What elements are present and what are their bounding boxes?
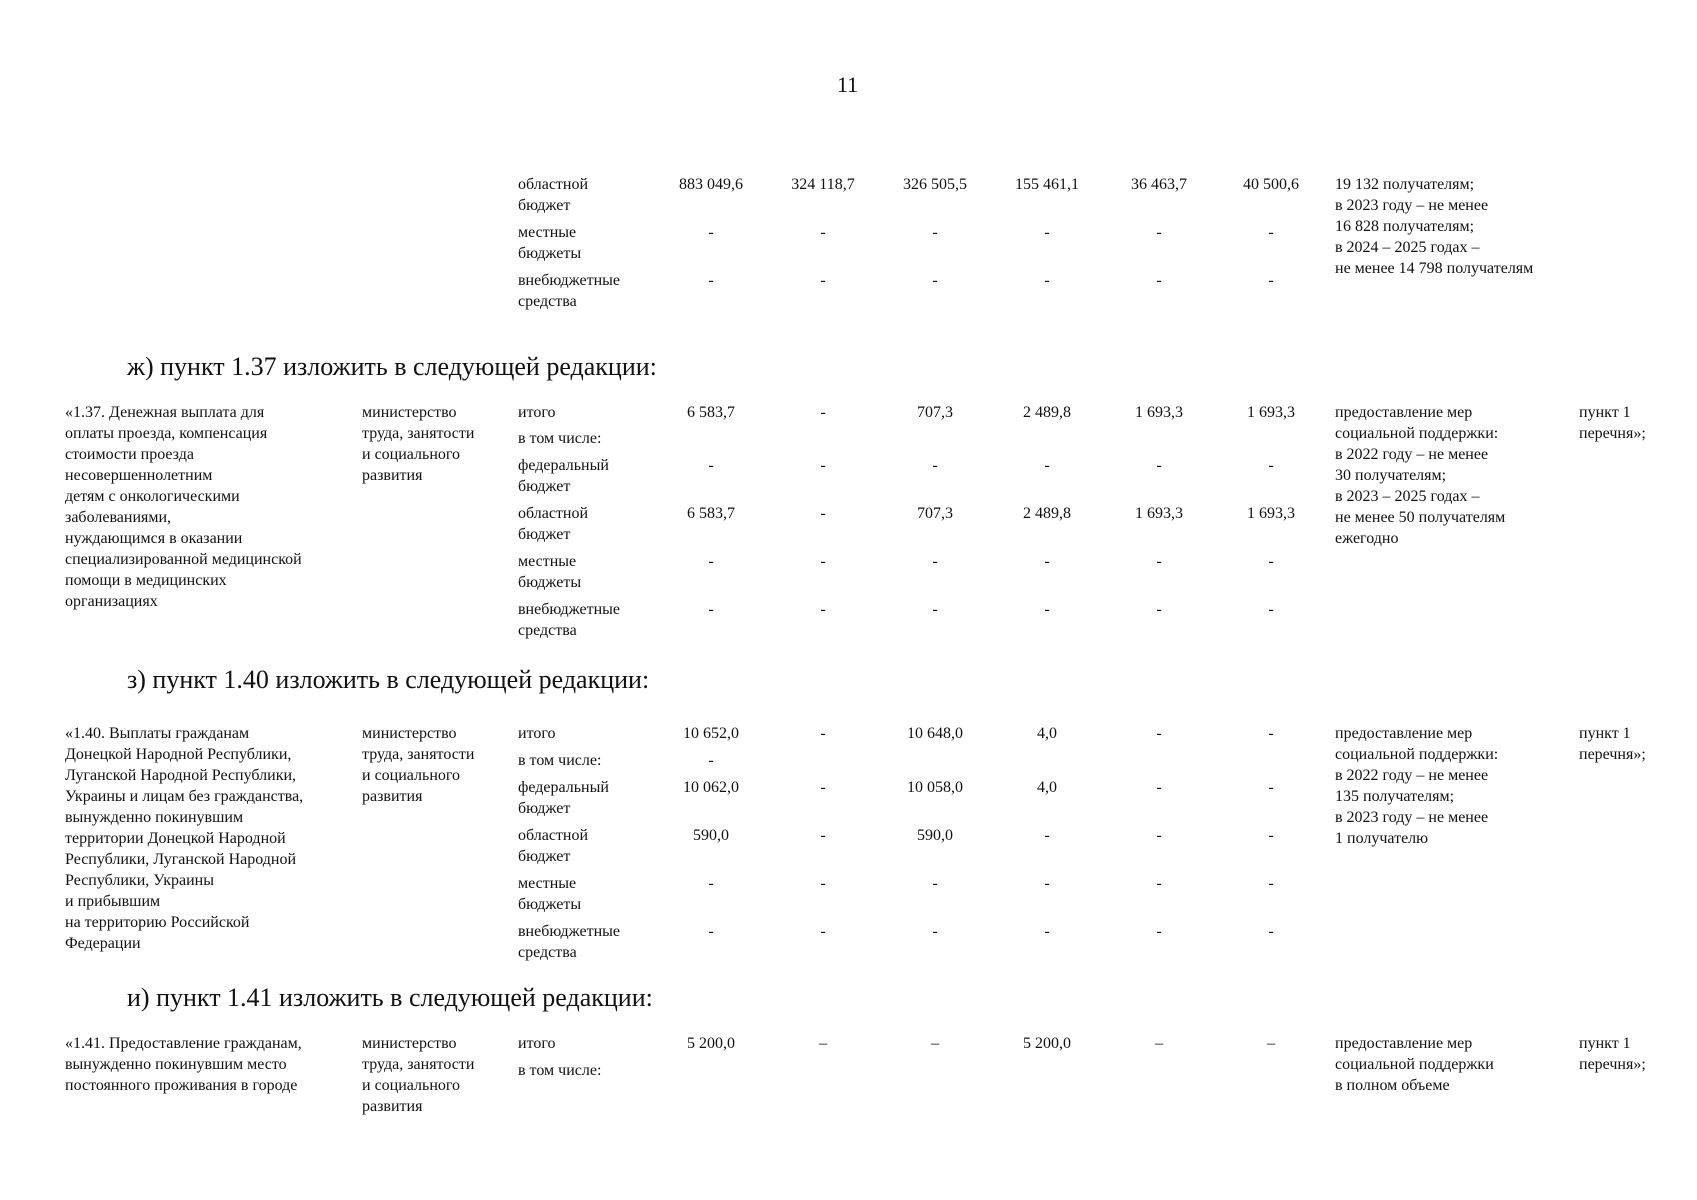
amount-cell: - <box>820 224 826 241</box>
amount-cell: - <box>820 779 826 796</box>
page-number: 11 <box>837 72 859 97</box>
amount-cell: - <box>1044 272 1050 289</box>
funding-source-label: внебюджетные средства <box>518 601 620 639</box>
amount-cell: 2 489,8 <box>1023 404 1071 421</box>
funding-source-label: федеральный бюджет <box>518 457 609 495</box>
amount-cell: - <box>1156 875 1162 892</box>
amount-cell: - <box>820 272 826 289</box>
amount-cell: - <box>1156 779 1162 796</box>
amount-cell: - <box>1268 272 1274 289</box>
amount-cell: - <box>820 827 826 844</box>
amount-cell: - <box>820 601 826 618</box>
amount-cell: - <box>932 272 938 289</box>
amount-cell: – <box>931 1035 939 1052</box>
amount-cell: - <box>1156 725 1162 742</box>
funding-source-label: областной бюджет <box>518 176 589 214</box>
reference-cell: пункт 1 перечня»; <box>1579 404 1646 442</box>
funding-source-label: федеральный бюджет <box>518 779 609 817</box>
amount-cell: - <box>820 875 826 892</box>
reference-cell: пункт 1 перечня»; <box>1579 725 1646 763</box>
reference-cell: пункт 1 перечня»; <box>1579 1035 1646 1073</box>
result-indicator: предоставление мер социальной поддержки в полном объеме <box>1335 1035 1494 1094</box>
measure-description: «1.37. Денежная выплата для оплаты проезда, компенсация стоимости проезда несовершеннолетним детям с онкологическими заболеваниями, нуждающимся в оказании специализированной медицинской помощи в медицинских организациях <box>65 404 302 610</box>
funding-source-label: внебюджетные средства <box>518 272 620 310</box>
funding-source-label: в том числе: <box>518 430 602 447</box>
amount-cell: - <box>708 923 714 940</box>
amount-cell: – <box>819 1035 827 1052</box>
amount-cell: 6 583,7 <box>687 404 735 421</box>
amount-cell: - <box>820 553 826 570</box>
measure-description: «1.41. Предоставление гражданам, вынужденно покинувшим место постоянного проживания в городе <box>65 1035 302 1094</box>
amount-cell: - <box>1268 601 1274 618</box>
amount-cell: 707,3 <box>917 505 953 522</box>
amount-cell: - <box>708 752 714 769</box>
amount-cell: - <box>1044 601 1050 618</box>
amount-cell: 590,0 <box>917 827 953 844</box>
amount-cell: – <box>1267 1035 1275 1052</box>
amount-cell: - <box>1268 779 1274 796</box>
amount-cell: - <box>708 224 714 241</box>
amount-cell: - <box>708 875 714 892</box>
amount-cell: - <box>1044 827 1050 844</box>
amount-cell: – <box>1155 1035 1163 1052</box>
amount-cell: - <box>708 553 714 570</box>
amount-cell: 1 693,3 <box>1247 404 1295 421</box>
result-indicator: 19 132 получателям; в 2023 году – не менее 16 828 получателям; в 2024 – 2025 годах – не менее 14 798 получателям <box>1335 176 1534 277</box>
amount-cell: 590,0 <box>693 827 729 844</box>
amount-cell: - <box>1268 224 1274 241</box>
executor: министерство труда, занятости и социального развития <box>362 725 475 805</box>
amount-cell: 1 693,3 <box>1247 505 1295 522</box>
section-heading: з) пункт 1.40 изложить в следующей редакции: <box>127 665 650 694</box>
amount-cell: 10 648,0 <box>907 725 963 742</box>
amount-cell: 1 693,3 <box>1135 404 1183 421</box>
amount-cell: - <box>708 457 714 474</box>
amount-cell: - <box>820 505 826 522</box>
amount-cell: - <box>1156 827 1162 844</box>
amount-cell: - <box>1268 725 1274 742</box>
executor: министерство труда, занятости и социального развития <box>362 1035 475 1115</box>
funding-source-label: в том числе: <box>518 1062 602 1079</box>
amount-cell: - <box>708 601 714 618</box>
amount-cell: 326 505,5 <box>903 176 967 193</box>
amount-cell: - <box>932 224 938 241</box>
amount-cell: 4,0 <box>1037 779 1057 796</box>
amount-cell: 10 652,0 <box>683 725 739 742</box>
amount-cell: 5 200,0 <box>687 1035 735 1052</box>
funding-source-label: областной бюджет <box>518 505 589 543</box>
amount-cell: - <box>1268 553 1274 570</box>
amount-cell: - <box>1156 923 1162 940</box>
funding-source-label: итого <box>518 1035 556 1052</box>
amount-cell: - <box>1156 553 1162 570</box>
amount-cell: 707,3 <box>917 404 953 421</box>
amount-cell: - <box>708 272 714 289</box>
amount-cell: - <box>1044 923 1050 940</box>
amount-cell: - <box>820 923 826 940</box>
amount-cell: - <box>1044 553 1050 570</box>
amount-cell: 40 500,6 <box>1243 176 1299 193</box>
amount-cell: - <box>932 601 938 618</box>
funding-source-label: в том числе: <box>518 752 602 769</box>
funding-source-label: местные бюджеты <box>518 553 582 591</box>
amount-cell: 36 463,7 <box>1131 176 1187 193</box>
amount-cell: - <box>932 923 938 940</box>
amount-cell: 4,0 <box>1037 725 1057 742</box>
result-indicator: предоставление мер социальной поддержки: в 2022 году – не менее 30 получателям; в 2023 – 2025 годах – не менее 50 получателям ежегодно <box>1335 404 1506 547</box>
section-heading: ж) пункт 1.37 изложить в следующей редакции: <box>127 352 657 381</box>
amount-cell: - <box>932 553 938 570</box>
amount-cell: - <box>932 875 938 892</box>
funding-source-label: местные бюджеты <box>518 224 582 262</box>
amount-cell: 883 049,6 <box>679 176 743 193</box>
amount-cell: - <box>1044 875 1050 892</box>
amount-cell: 1 693,3 <box>1135 505 1183 522</box>
amount-cell: 6 583,7 <box>687 505 735 522</box>
amount-cell: - <box>1268 923 1274 940</box>
amount-cell: - <box>1268 827 1274 844</box>
amount-cell: - <box>1268 875 1274 892</box>
amount-cell: 5 200,0 <box>1023 1035 1071 1052</box>
amount-cell: 155 461,1 <box>1015 176 1079 193</box>
funding-source-label: местные бюджеты <box>518 875 582 913</box>
amount-cell: - <box>1044 224 1050 241</box>
amount-cell: - <box>1044 457 1050 474</box>
funding-source-label: внебюджетные средства <box>518 923 620 961</box>
amount-cell: - <box>1156 272 1162 289</box>
amount-cell: 324 118,7 <box>791 176 855 193</box>
amount-cell: - <box>820 725 826 742</box>
amount-cell: - <box>932 457 938 474</box>
funding-source-label: областной бюджет <box>518 827 589 865</box>
amount-cell: - <box>1156 457 1162 474</box>
amount-cell: - <box>820 457 826 474</box>
measure-description: «1.40. Выплаты гражданам Донецкой Народной Республики, Луганской Народной Республики, Украины и лицам без гражданства, вынужденно покинувшим территории Донецкой Народной Республики, Луганской Народной Республики, Украины и прибывшим на территорию Российской Федерации <box>65 725 304 952</box>
amount-cell: 10 062,0 <box>683 779 739 796</box>
amount-cell: - <box>1156 224 1162 241</box>
amount-cell: - <box>1268 457 1274 474</box>
amount-cell: 10 058,0 <box>907 779 963 796</box>
funding-source-label: итого <box>518 725 556 742</box>
executor: министерство труда, занятости и социального развития <box>362 404 475 484</box>
amount-cell: - <box>820 404 826 421</box>
section-heading: и) пункт 1.41 изложить в следующей редакции: <box>127 983 653 1012</box>
amount-cell: 2 489,8 <box>1023 505 1071 522</box>
funding-source-label: итого <box>518 404 556 421</box>
result-indicator: предоставление мер социальной поддержки: в 2022 году – не менее 135 получателям; в 2023 году – не менее 1 получателю <box>1335 725 1499 847</box>
amount-cell: - <box>1156 601 1162 618</box>
